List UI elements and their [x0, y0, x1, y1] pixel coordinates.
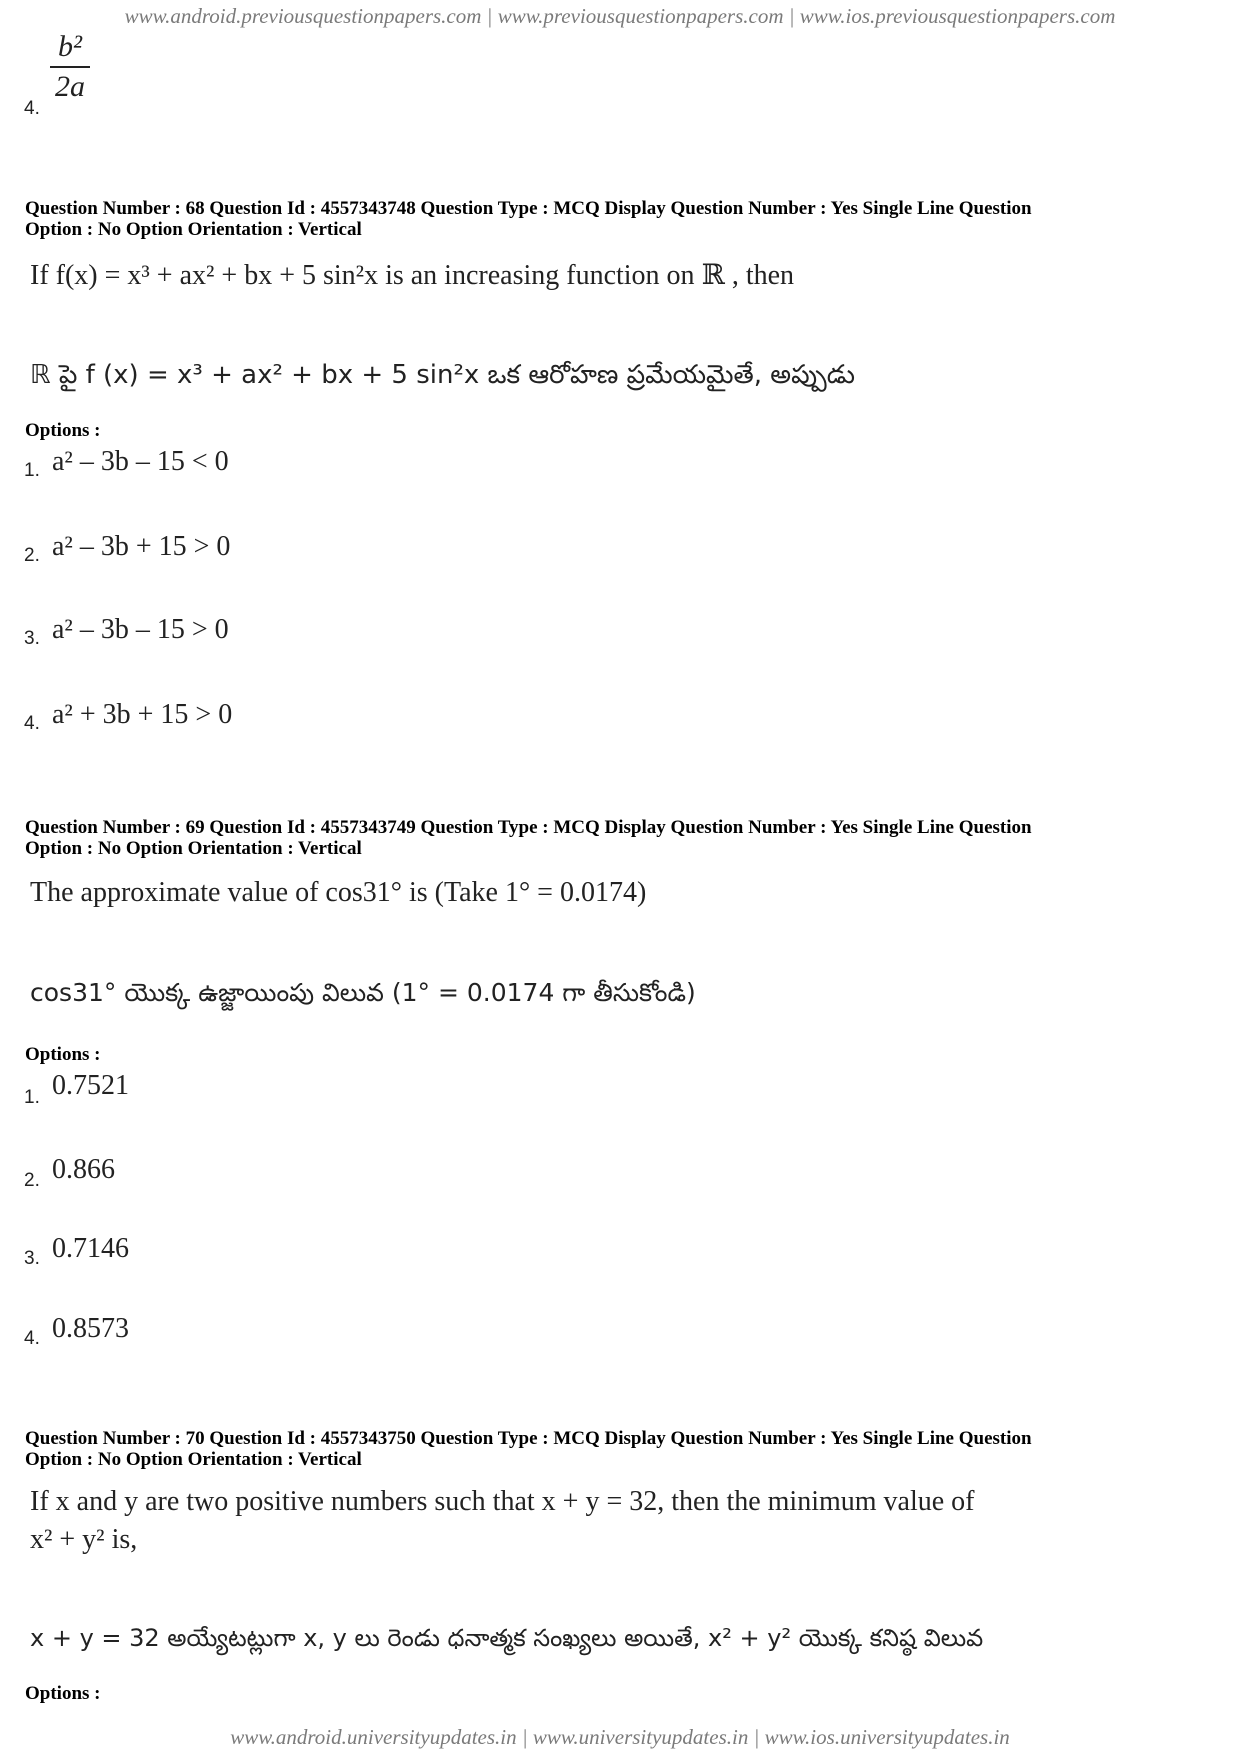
prev-option-fraction — [50, 30, 90, 104]
prev-option-number: 4. — [24, 98, 40, 119]
q70-text-te: x + y = 32 అయ్యేటట్లుగా x, y లు రెండు ధనాత్మక సంఖ్యలు అయితే, x² + y² యొక్క కనిష్ఠ విలువ — [30, 1624, 984, 1652]
q69-option-1-number: 1. — [24, 1087, 40, 1108]
q69-text-en: The approximate value of cos31° is (Take 1° = 0.0174) — [30, 877, 647, 908]
q68-meta-line2: Option : No Option Orientation : Vertical — [25, 219, 362, 240]
q69-option-2-number: 2. — [24, 1170, 40, 1191]
q68-meta-line1: Question Number : 68 Question Id : 4557343748 Question Type : MCQ Display Question Number : Yes Single Line Question — [25, 198, 1032, 219]
fraction-bar — [50, 66, 90, 68]
q68-text-te: ℝ పై f (x) = x³ + ax² + bx + 5 sin²x ఒక ఆరోహణ ప్రమేయమైతే, అప్పుడు — [30, 360, 855, 390]
q69-option-4-number: 4. — [24, 1328, 40, 1349]
q68-option-2-value: a² – 3b + 15 > 0 — [52, 531, 231, 562]
q69-meta-line2: Option : No Option Orientation : Vertical — [25, 838, 362, 859]
q69-meta-line1: Question Number : 69 Question Id : 4557343749 Question Type : MCQ Display Question Number : Yes Single Line Question — [25, 817, 1032, 838]
q68-text-en: If f(x) = x³ + ax² + bx + 5 sin²x is an increasing function on ℝ , then — [30, 260, 795, 291]
q68-option-3-number: 3. — [24, 628, 40, 649]
q68-option-3-value: a² – 3b – 15 > 0 — [52, 614, 229, 645]
q70-text-en-line2: x² + y² is, — [30, 1524, 138, 1555]
q68-option-1-number: 1. — [24, 460, 40, 481]
fraction-numerator: b² — [58, 30, 82, 63]
q70-options-label: Options : — [25, 1683, 101, 1704]
q68-option-4-number: 4. — [24, 713, 40, 734]
q69-option-4-value: 0.8573 — [52, 1313, 129, 1344]
q70-text-en-line1: If x and y are two positive numbers such that x + y = 32, then the minimum value of — [30, 1486, 975, 1517]
q68-option-1-value: a² – 3b – 15 < 0 — [52, 446, 229, 477]
q70-meta-line2: Option : No Option Orientation : Vertical — [25, 1449, 362, 1470]
q69-options-label: Options : — [25, 1044, 101, 1065]
q69-option-3-number: 3. — [24, 1248, 40, 1269]
header-watermark: www.android.previousquestionpapers.com | www.previousquestionpapers.com | www.ios.previousquestionpapers.com — [124, 4, 1116, 28]
footer-watermark: www.android.universityupdates.in | www.universityupdates.in | www.ios.universityupdates.in — [230, 1725, 1010, 1749]
q68-options-label: Options : — [25, 420, 101, 441]
q69-option-2-value: 0.866 — [52, 1154, 115, 1185]
q68-option-4-value: a² + 3b + 15 > 0 — [52, 699, 233, 730]
fraction-denominator: 2a — [55, 70, 85, 103]
q69-text-te: cos31° యొక్క ఉజ్జాయింపు విలువ (1° = 0.0174 గా తీసుకోండి) — [30, 978, 696, 1007]
q68-option-2-number: 2. — [24, 545, 40, 566]
q69-option-1-value: 0.7521 — [52, 1070, 129, 1101]
q69-option-3-value: 0.7146 — [52, 1233, 129, 1264]
q70-meta-line1: Question Number : 70 Question Id : 4557343750 Question Type : MCQ Display Question Number : Yes Single Line Question — [25, 1428, 1032, 1449]
